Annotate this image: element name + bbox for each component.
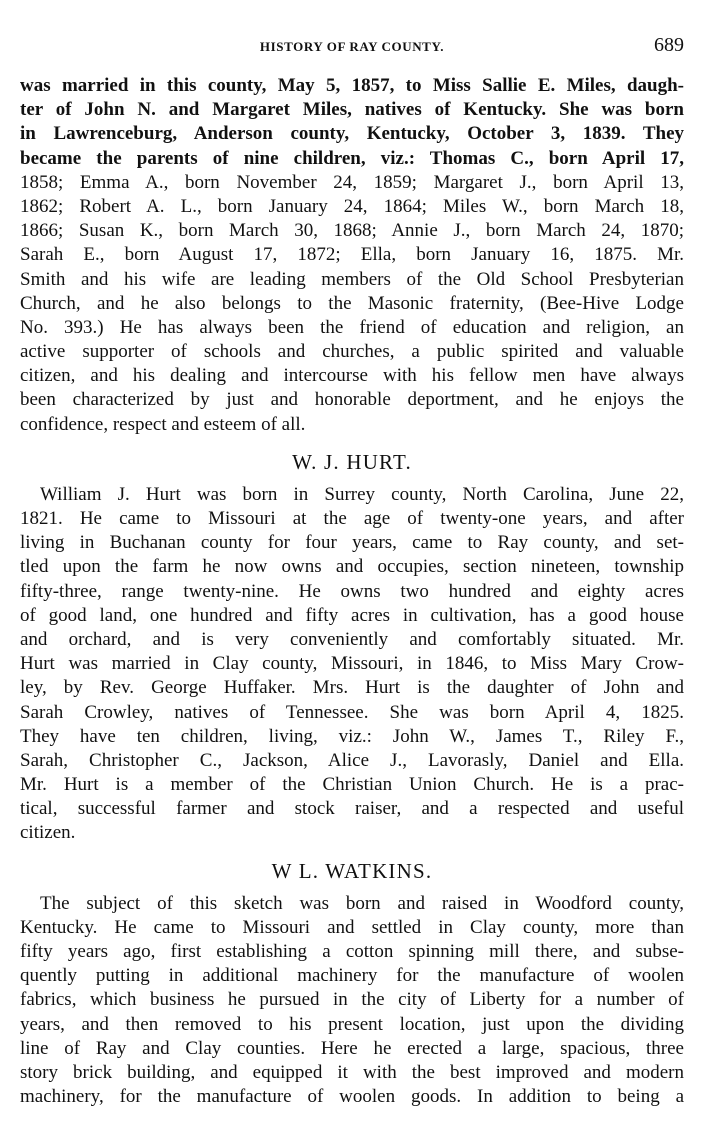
text-line: Kentucky. He came to Missouri and settled in Clay county, more than — [20, 916, 684, 938]
text-line: quently putting in additional machinery for the manufacture of woolen — [20, 965, 684, 987]
page-header — [20, 34, 684, 60]
text-line: been characterized by just and honorable deportment, and he enjoys the — [20, 389, 684, 411]
text-line: Sarah Crowley, natives of Tennessee. She was born April 4, 1825. — [20, 701, 684, 723]
text-line: of good land, one hundred and fifty acres in cultivation, has a good house — [20, 604, 684, 626]
section-heading-hurt: W. J. HURT. — [292, 449, 412, 474]
text-line: tical, successful farmer and stock raiser, and a respected and useful — [20, 798, 684, 820]
text-line: story brick building, and equipped it with the best improved and modern — [20, 1061, 684, 1083]
text-line: ter of John N. and Margaret Miles, natives of Kentucky. She was born — [20, 99, 684, 121]
text-line: 1858; Emma A., born November 24, 1859; Margaret J., born April 13, — [20, 171, 684, 193]
text-line: fabrics, which business he pursued in the city of Liberty for a number of — [20, 989, 684, 1011]
section-heading-watkins: W L. WATKINS. — [271, 858, 433, 883]
text-line: 1821. He came to Missouri at the age of twenty-one years, and after — [20, 508, 684, 529]
text-line: ley, by Rev. George Huffaker. Mrs. Hurt is the daughter of John and — [20, 677, 684, 699]
text-line: They have ten children, living, viz.: John W., James T., Riley F., — [20, 725, 684, 747]
text-line: William J. Hurt was born in Surrey county, North Carolina, June 22, — [40, 483, 684, 505]
text-line: fifty-three, range twenty-nine. He owns two hundred and eighty acres — [20, 580, 684, 602]
text-line: living in Buchanan county for four years, came to Ray county, and set- — [20, 532, 684, 554]
text-line: fifty years ago, first establishing a cotton spinning mill there, and subse- — [20, 941, 684, 962]
running-title: HISTORY OF RAY COUNTY. — [259, 39, 445, 54]
text-line: No. 393.) He has always been the friend of education and religion, an — [20, 316, 684, 338]
text-line: Smith and his wife are leading members of the Old School Presbyterian — [20, 268, 684, 290]
text-line: tled upon the farm he now owns and occupies, section nineteen, township — [20, 556, 684, 578]
text-line: in Lawrenceburg, Anderson county, Kentucky, October 3, 1839. They — [20, 123, 684, 145]
text-line: 1866; Susan K., born March 30, 1868; Annie J., born March 24, 1870; — [20, 220, 684, 242]
text-line: confidence, respect and esteem of all. — [20, 413, 306, 435]
hurt-paragraph — [20, 483, 684, 846]
text-line: became the parents of nine children, viz.: Thomas C., born April 17, — [20, 147, 684, 169]
text-line: was married in this county, May 5, 1857, to Miss Sallie E. Miles, daugh- — [20, 75, 684, 96]
text-line: line of Ray and Clay counties. Here he erected a large, spacious, three — [20, 1037, 684, 1059]
page-body — [20, 74, 684, 1109]
text-line: Sarah E., born August 17, 1872; Ella, born January 16, 1875. Mr. — [20, 244, 684, 266]
text-line: citizen. — [20, 822, 76, 844]
page-number: 689 — [654, 34, 684, 56]
watkins-paragraph — [20, 892, 684, 1110]
text-line: Sarah, Christopher C., Jackson, Alice J., Lavorasly, Daniel and Ella. — [20, 749, 684, 771]
text-line: and orchard, and is very conveniently and comfortably situated. Mr. — [20, 628, 684, 650]
text-line: Church, and he also belongs to the Masonic fraternity, (Bee-Hive Lodge — [20, 292, 684, 314]
text-line: 1862; Robert A. L., born January 24, 1864; Miles W., born March 18, — [20, 195, 684, 217]
text-line: citizen, and his dealing and intercourse with his fellow men have always — [20, 365, 684, 387]
text-line: Mr. Hurt is a member of the Christian Union Church. He is a prac- — [20, 774, 684, 796]
text-line: Hurt was married in Clay county, Missouri, in 1846, to Miss Mary Crow- — [20, 653, 684, 675]
text-line: active supporter of schools and churches, a public spirited and valuable — [20, 341, 684, 363]
text-line: years, and then removed to his present location, just upon the dividing — [20, 1013, 684, 1035]
text-line: The subject of this sketch was born and raised in Woodford county, — [40, 892, 684, 914]
smith-paragraph — [20, 74, 684, 437]
text-line: machinery, for the manufacture of woolen goods. In addition to being a — [20, 1086, 684, 1108]
